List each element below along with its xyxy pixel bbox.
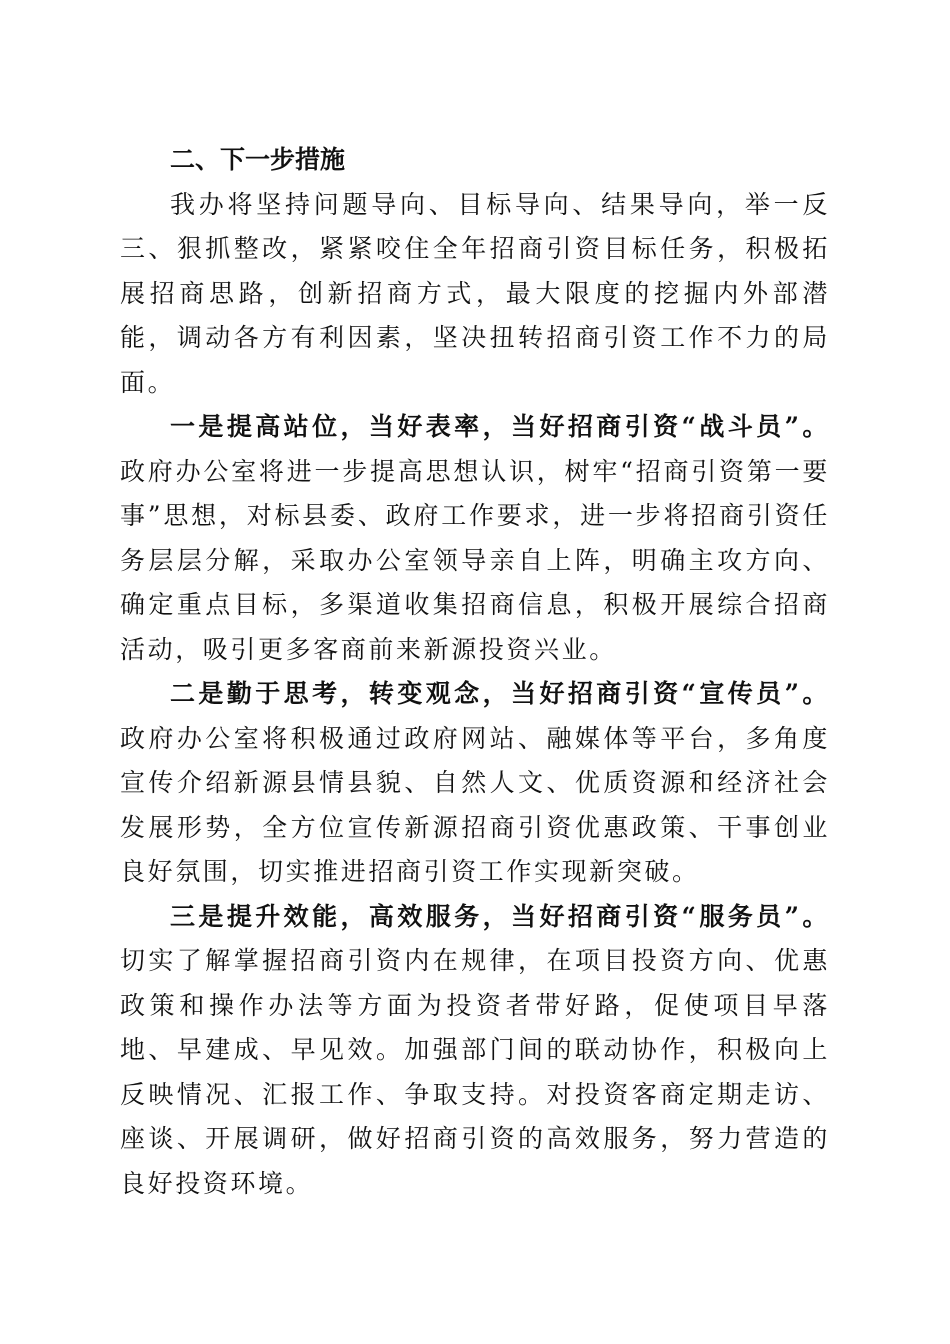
measure-paragraph-2 (120, 672, 830, 895)
section-heading: 二、下一步措施 (170, 145, 346, 174)
measure-body-3: 切实了解掌握招商引资内在规律，在项目投资方向、优惠政策和操作办法等方面为投资者带好路，促使项目早落地、早建成、早见效。加强部门间的联动协作，积极向上反映情况、汇报工作、争取支持。对投资客商定期走访、座谈、开展调研，做好招商引资的高效服务，努力营造的良好投资环境。 (120, 946, 830, 1198)
measure-body-2: 政府办公室将积极通过政府网站、融媒体等平台，多角度宣传介绍新源县情县貌、自然人文、优质资源和经济社会发展形势，全方位宣传新源招商引资优惠政策、干事创业良好氛围，切实推进招商引资工作实现新突破。 (120, 723, 830, 886)
measure-lead-1: 一是提高站位，当好表率，当好招商引资“战斗员”。 (170, 412, 830, 441)
document-body (120, 138, 830, 1206)
intro-paragraph: 我办将坚持问题导向、目标导向、结果导向，举一反三、狠抓整改，紧紧咬住全年招商引资目标任务，积极拓展招商思路，创新招商方式，最大限度的挖掘内外部潜能，调动各方有利因素，坚决扭转招商引资工作不力的局面。 (120, 189, 830, 397)
measure-body-1: 政府办公室将进一步提高思想认识，树牢“招商引资第一要事”思想，对标县委、政府工作要求，进一步将招商引资任务层层分解，采取办公室领导亲自上阵，明确主攻方向、确定重点目标，多渠道收集招商信息，积极开展综合招商活动，吸引更多客商前来新源投资兴业。 (120, 456, 830, 664)
measure-lead-2: 二是勤于思考，转变观念，当好招商引资“宣传员”。 (170, 679, 830, 708)
measure-lead-3: 三是提升效能，高效服务，当好招商引资“服务员”。 (170, 901, 830, 931)
measure-paragraph-3 (120, 895, 830, 1207)
measure-paragraph-1 (120, 405, 830, 672)
